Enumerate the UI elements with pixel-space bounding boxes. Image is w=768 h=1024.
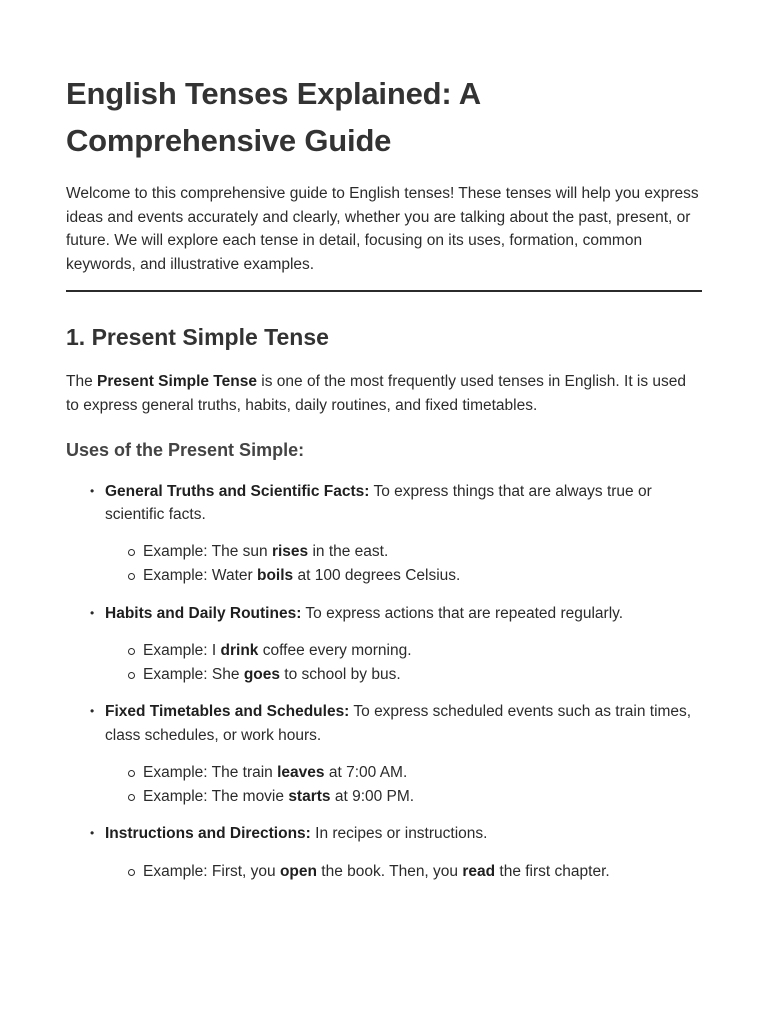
- page-title: English Tenses Explained: A Comprehensive Guide: [66, 76, 480, 158]
- examples-list: [105, 860, 702, 884]
- example-text-middle: the book. Then, you: [317, 862, 463, 880]
- description-text-end: is one of the most frequently used tenses in English. It is used to express general truths, habits, daily routines, and fixed timetables.: [66, 373, 687, 414]
- use-title: Habits and Daily Routines:: [105, 604, 302, 622]
- use-item-habits: [90, 602, 702, 687]
- section-divider: [66, 290, 702, 292]
- bullet-icon: •: [90, 605, 95, 620]
- example-text-end: in the east.: [308, 543, 389, 561]
- example-text-end: to school by bus.: [280, 665, 401, 683]
- circle-bullet-icon: [128, 794, 135, 801]
- example-item: [143, 663, 702, 687]
- use-title: Fixed Timetables and Schedules:: [105, 703, 350, 721]
- example-verb: goes: [243, 665, 280, 683]
- example-text-end: the first chapter.: [495, 862, 610, 880]
- example-item: [143, 540, 702, 564]
- section-heading-present-simple: 1. Present Simple Tense: [66, 324, 329, 351]
- example-item: [143, 564, 702, 588]
- use-description: To express things that are always true or scientific facts.: [105, 482, 652, 523]
- example-text-start: Example: The movie: [143, 787, 289, 805]
- use-description: In recipes or instructions.: [310, 825, 488, 843]
- use-title: General Truths and Scientific Facts:: [105, 482, 370, 500]
- circle-bullet-icon: [128, 869, 135, 876]
- example-item: [143, 860, 702, 884]
- use-item-timetables: [90, 700, 702, 808]
- examples-list: [105, 540, 702, 587]
- example-text-start: Example: I: [143, 641, 221, 659]
- use-description: To express actions that are repeated regularly.: [301, 604, 624, 622]
- example-verb: leaves: [277, 763, 325, 781]
- example-text-end: at 100 degrees Celsius.: [293, 566, 461, 584]
- circle-bullet-icon: [128, 573, 135, 580]
- example-verb: boils: [257, 566, 294, 584]
- circle-bullet-icon: [128, 648, 135, 655]
- description-term: Present Simple Tense: [97, 373, 257, 391]
- example-verb: starts: [288, 787, 331, 805]
- example-verb: rises: [271, 543, 309, 561]
- example-text-end: at 7:00 AM.: [324, 763, 408, 781]
- circle-bullet-icon: [128, 549, 135, 556]
- bullet-icon: •: [90, 704, 95, 719]
- example-verb: open: [279, 862, 317, 880]
- example-text-start: Example: First, you: [143, 862, 280, 880]
- present-simple-description: [66, 370, 702, 417]
- example-text-start: Example: The train: [143, 763, 278, 781]
- use-item-instructions: [90, 822, 702, 883]
- use-description: To express scheduled events such as train times, class schedules, or work hours.: [105, 703, 692, 744]
- examples-list: [105, 761, 702, 808]
- example-text-end: coffee every morning.: [258, 641, 412, 659]
- example-text-start: Example: The sun: [143, 543, 272, 561]
- uses-list: [66, 480, 702, 884]
- example-text-start: Example: Water: [143, 566, 257, 584]
- use-title: Instructions and Directions:: [105, 825, 311, 843]
- circle-bullet-icon: [128, 770, 135, 777]
- circle-bullet-icon: [128, 672, 135, 679]
- example-verb: drink: [220, 641, 259, 659]
- example-item: [143, 785, 702, 809]
- examples-list: [105, 639, 702, 686]
- example-text-end: at 9:00 PM.: [330, 787, 415, 805]
- bullet-icon: •: [90, 826, 95, 841]
- bullet-icon: •: [90, 483, 95, 498]
- use-item-general-truths: [90, 480, 702, 588]
- example-item: [143, 761, 702, 785]
- example-verb-second: read: [462, 862, 496, 880]
- description-text-start: The: [66, 373, 98, 391]
- example-text-start: Example: She: [143, 665, 244, 683]
- uses-heading: Uses of the Present Simple:: [66, 439, 305, 460]
- intro-paragraph: Welcome to this comprehensive guide to English tenses! These tenses will help you express ideas and events accurately and clearly, whether you are talking about the past, present, or future. We will explore each tense in detail, focusing on its uses, formation, common keywords, and illustrative examples.: [66, 185, 699, 273]
- example-item: [143, 639, 702, 663]
